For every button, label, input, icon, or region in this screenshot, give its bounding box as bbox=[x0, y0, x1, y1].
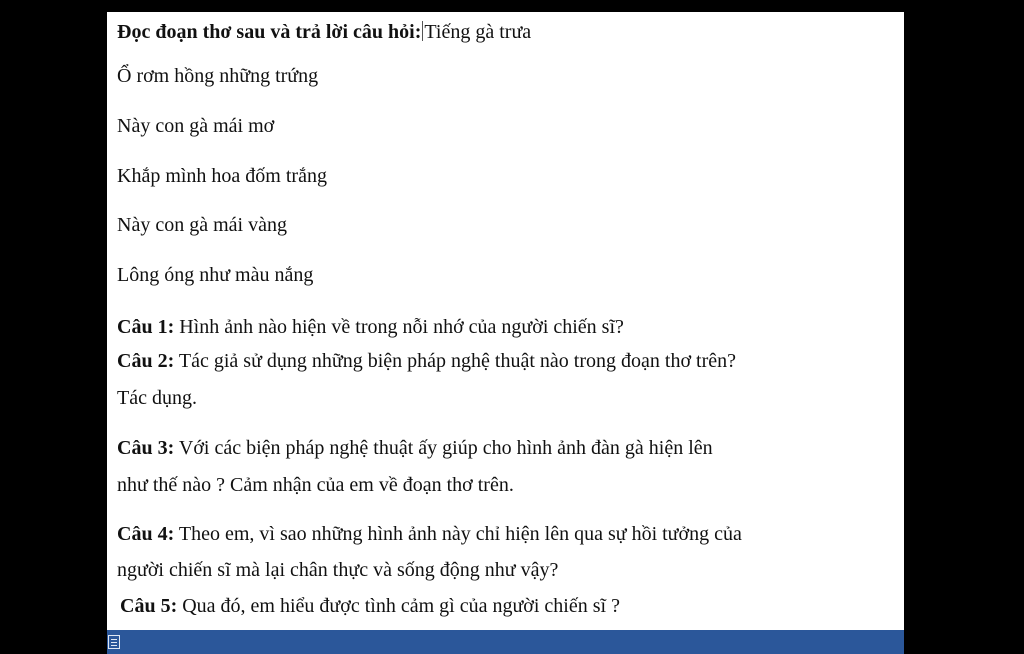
poem-line: Khắp mình hoa đốm trắng bbox=[117, 165, 327, 187]
question-4-continuation: người chiến sĩ mà lại chân thực và sống động như vậy? bbox=[117, 559, 559, 581]
question-label: Câu 4: bbox=[117, 523, 175, 545]
question-2-continuation: Tác dụng. bbox=[117, 387, 197, 409]
instruction-line bbox=[117, 20, 531, 44]
question-label: Câu 5: bbox=[120, 595, 178, 617]
instruction-text: Đọc đoạn thơ sau và trả lời câu hỏi: bbox=[117, 21, 422, 43]
question-3 bbox=[117, 436, 713, 460]
poem-title: Tiếng gà trưa bbox=[424, 21, 532, 43]
question-label: Câu 2: bbox=[117, 350, 175, 372]
poem-line: Này con gà mái vàng bbox=[117, 214, 287, 236]
poem-line: Lông óng như màu nắng bbox=[117, 264, 314, 286]
question-3-continuation: như thế nào ? Cảm nhận của em về đoạn thơ trên. bbox=[117, 474, 514, 496]
question-text: Qua đó, em hiểu được tình cảm gì của người chiến sĩ ? bbox=[182, 595, 620, 617]
document-page[interactable] bbox=[107, 12, 904, 630]
status-bar bbox=[107, 630, 904, 654]
question-text: Theo em, vì sao những hình ảnh này chỉ hiện lên qua sự hồi tưởng của bbox=[178, 523, 742, 545]
poem-line: Này con gà mái mơ bbox=[117, 115, 275, 137]
poem-line: Ổ rơm hồng những trứng bbox=[117, 65, 319, 87]
question-4 bbox=[117, 522, 742, 546]
question-5 bbox=[120, 594, 620, 618]
question-label: Câu 1: bbox=[117, 316, 175, 338]
question-text: Hình ảnh nào hiện về trong nỗi nhớ của người chiến sĩ? bbox=[179, 316, 624, 338]
question-text: Tác giả sử dụng những biện pháp nghệ thuật nào trong đoạn thơ trên? bbox=[178, 350, 736, 372]
question-2 bbox=[117, 349, 736, 373]
question-1 bbox=[117, 315, 624, 339]
question-label: Câu 3: bbox=[117, 437, 175, 459]
document-page-icon[interactable] bbox=[108, 635, 120, 649]
question-text: Với các biện pháp nghệ thuật ấy giúp cho hình ảnh đàn gà hiện lên bbox=[178, 437, 713, 459]
